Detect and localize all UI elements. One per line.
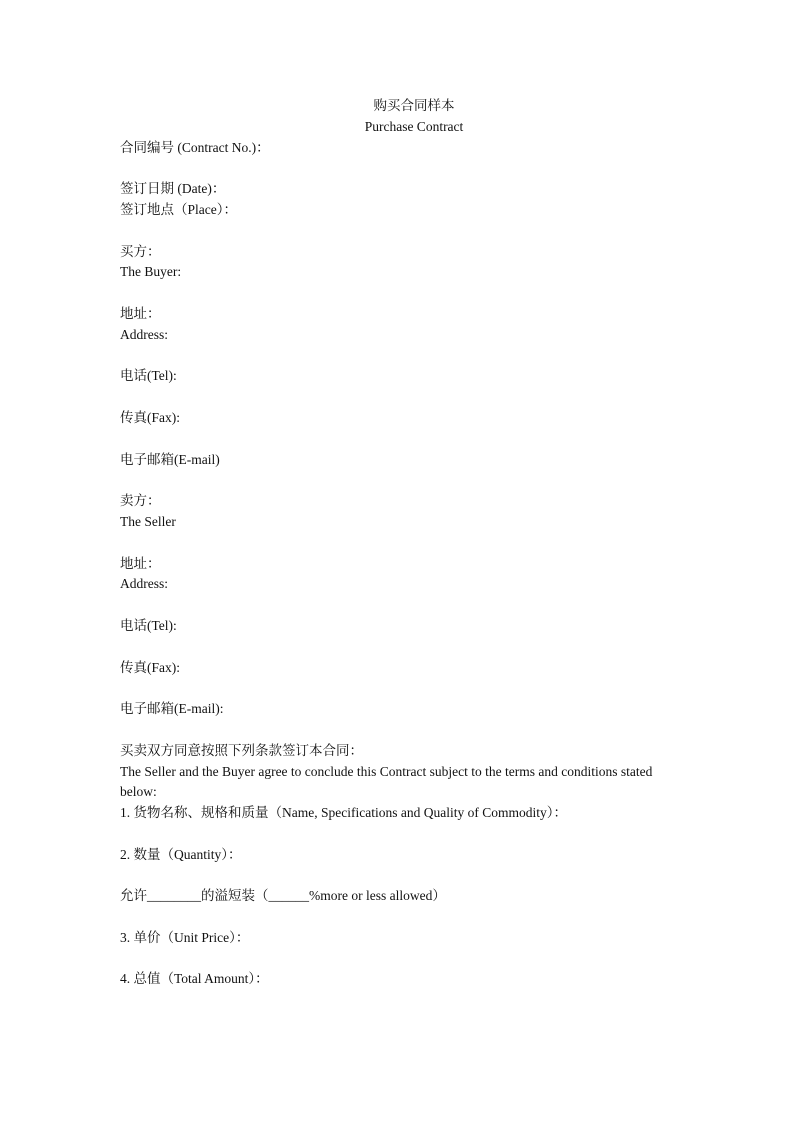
buyer-address-en: Address: xyxy=(120,326,168,342)
seller-address-en: Address: xyxy=(120,576,168,592)
seller-label-cn: 卖方： xyxy=(120,493,161,509)
contract-body xyxy=(120,96,680,990)
buyer-email: 电子邮箱(E-mail) xyxy=(120,451,220,467)
seller-email: 电子邮箱(E-mail): xyxy=(120,701,224,717)
spacer xyxy=(120,470,680,491)
buyer-label-cn: 买方： xyxy=(120,243,161,259)
spacer xyxy=(120,678,680,699)
seller-address-cn: 地址： xyxy=(120,555,161,571)
title-english: Purchase Contract xyxy=(364,118,464,134)
seller-tel: 电话(Tel): xyxy=(120,617,177,633)
agreement-en: The Seller and the Buyer agree to conclude this Contract subject to the terms and conditions stated below: xyxy=(120,763,653,800)
seller-label-en: The Seller xyxy=(120,513,176,529)
clause-1-commodity: 1. 货物名称、规格和质量（Name, Specifications and Quality of Commodity）： xyxy=(120,805,567,821)
place-field: 签订地点（Place）： xyxy=(120,201,237,217)
buyer-address-cn: 地址： xyxy=(120,305,161,321)
spacer xyxy=(120,595,680,616)
spacer xyxy=(120,637,680,658)
spacer xyxy=(120,824,680,845)
seller-fax: 传真(Fax): xyxy=(120,659,180,675)
quantity-tolerance: 允许________的溢短装（______%more or less allowed） xyxy=(120,888,446,904)
date-field: 签订日期 (Date)： xyxy=(120,181,226,197)
spacer xyxy=(120,865,680,886)
spacer xyxy=(120,429,680,450)
spacer xyxy=(120,949,680,970)
clause-4-total-amount: 4. 总值（Total Amount）： xyxy=(120,971,269,987)
spacer xyxy=(120,283,680,304)
buyer-tel: 电话(Tel): xyxy=(120,368,177,384)
spacer xyxy=(120,221,680,242)
spacer xyxy=(120,720,680,741)
spacer xyxy=(120,158,680,179)
buyer-label-en: The Buyer: xyxy=(120,264,182,280)
spacer xyxy=(120,387,680,408)
title-chinese: 购买合同样本 xyxy=(373,98,455,113)
contract-number-field: 合同编号 (Contract No.)： xyxy=(120,139,270,155)
clause-3-unit-price: 3. 单价（Unit Price）： xyxy=(120,929,250,945)
buyer-fax: 传真(Fax): xyxy=(120,409,180,425)
spacer xyxy=(120,533,680,554)
spacer xyxy=(120,907,680,928)
spacer xyxy=(120,346,680,367)
agreement-cn: 买卖双方同意按照下列条款签订本合同： xyxy=(120,742,363,758)
clause-2-quantity: 2. 数量（Quantity）： xyxy=(120,846,242,862)
